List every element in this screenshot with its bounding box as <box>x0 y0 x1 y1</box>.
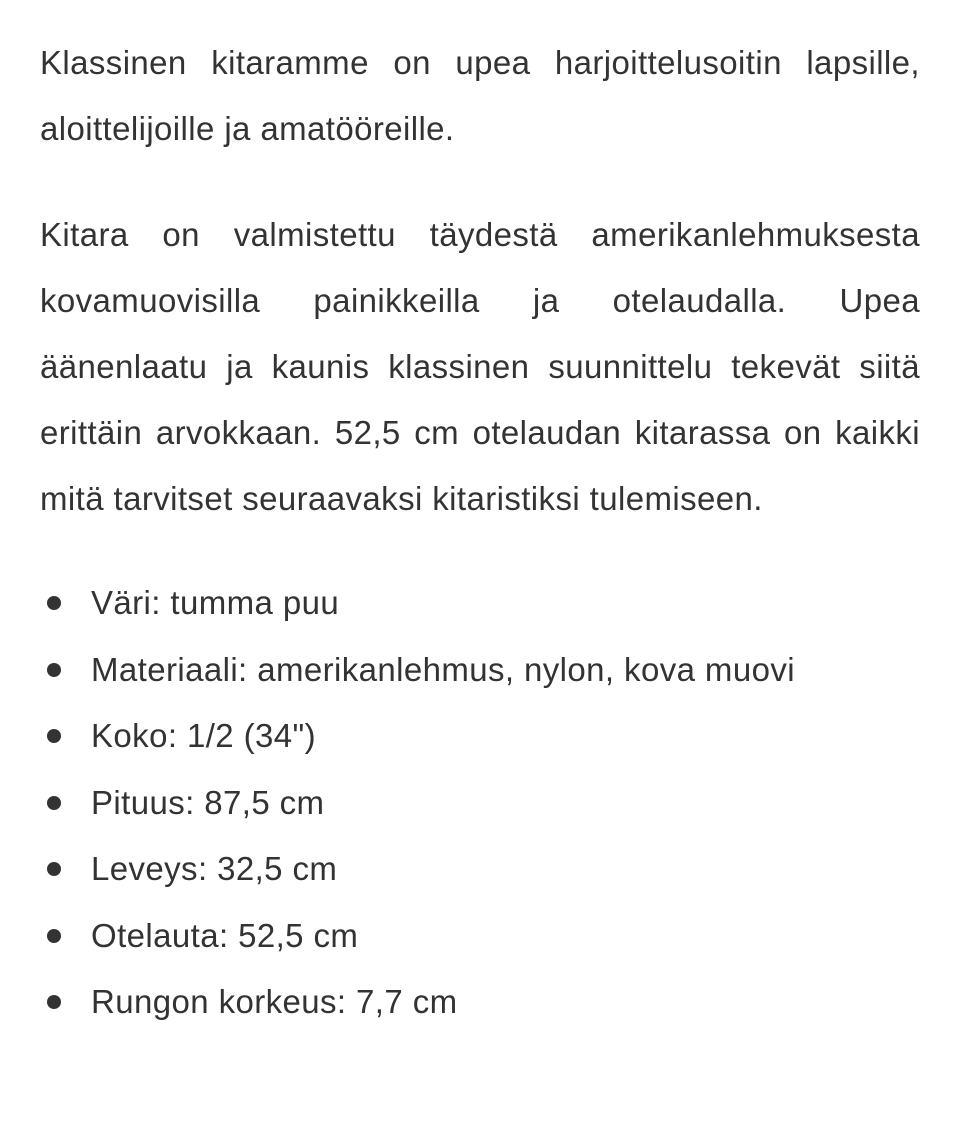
spec-item-length <box>40 770 920 837</box>
bullet-icon <box>47 929 61 943</box>
bullet-icon <box>47 596 61 610</box>
description-paragraph-2: Kitara on valmistettu täydestä amerikanlehmuksesta kovamuovisilla painikkeilla ja otelaudalla. Upea äänenlaatu ja kaunis klassinen suunnittelu tekevät siitä erittäin arvokkaan. 52,5 cm otelaudan kitarassa on kaikki mitä tarvitset seuraavaksi kitaristiksi tulemiseen. <box>40 216 920 517</box>
bullet-icon <box>47 796 61 810</box>
bullet-icon <box>47 663 61 677</box>
spec-list <box>40 570 920 1036</box>
bullet-icon <box>47 995 61 1009</box>
spec-text: Materiaali: amerikanlehmus, nylon, kova muovi <box>91 650 795 688</box>
spec-item-fretboard <box>40 903 920 970</box>
spec-item-size <box>40 703 920 770</box>
spec-text: Pituus: 87,5 cm <box>91 783 325 821</box>
spec-text: Rungon korkeus: 7,7 cm <box>91 983 458 1020</box>
bullet-icon <box>47 862 61 876</box>
spec-item-material <box>40 637 920 704</box>
bullet-icon <box>47 729 61 743</box>
spec-text: Väri: tumma puu <box>91 584 340 621</box>
spec-item-body-height <box>40 969 920 1036</box>
spec-text: Koko: 1/2 (34") <box>91 717 316 754</box>
spec-text: Otelauta: 52,5 cm <box>91 916 359 954</box>
spec-item-width <box>40 836 920 903</box>
spec-item-color <box>40 570 920 637</box>
description-paragraph-1: Klassinen kitaramme on upea harjoittelusoitin lapsille, aloittelijoille ja amatööreille. <box>40 44 920 147</box>
spec-text: Leveys: 32,5 cm <box>91 850 338 887</box>
